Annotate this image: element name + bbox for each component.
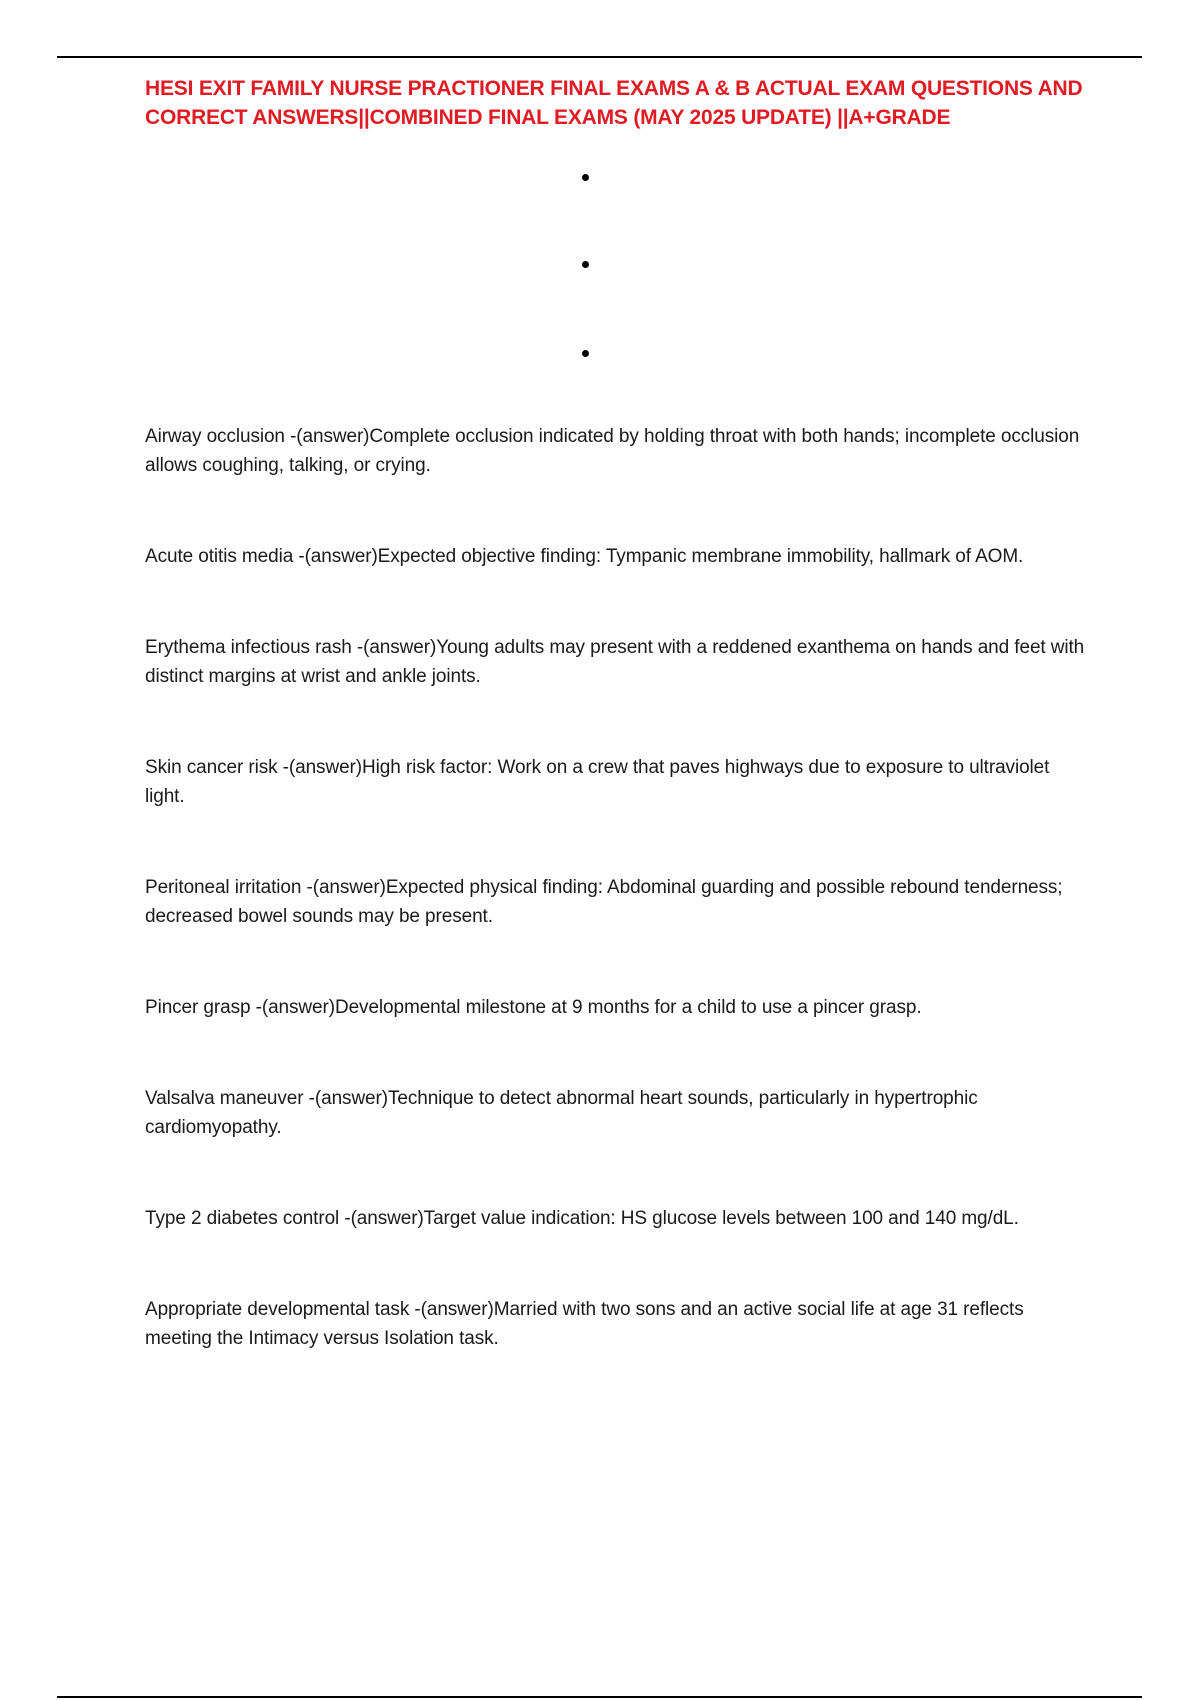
- qa-item-valsalva-maneuver: Valsalva maneuver -(answer)Technique to detect abnormal heart sounds, particularly in hypertrophic cardiomyopathy.: [145, 1088, 978, 1138]
- qa-item-skin-cancer-risk: Skin cancer risk -(answer)High risk factor: Work on a crew that paves highways due to exposure to ultraviolet light.: [145, 757, 1050, 807]
- bullet-dot: [582, 174, 589, 181]
- qa-item-erythema-infectious-rash: Erythema infectious rash -(answer)Young adults may present with a reddened exanthema on hands and feet with distinct margins at wrist and ankle joints.: [145, 637, 1085, 687]
- qa-item-pincer-grasp: Pincer grasp -(answer)Developmental milestone at 9 months for a child to use a pincer grasp.: [145, 997, 922, 1018]
- qa-item-airway-occlusion: Airway occlusion -(answer)Complete occlusion indicated by holding throat with both hands; incomplete occlusion allows coughing, talking, or crying.: [145, 426, 1080, 476]
- question-answer-list: [145, 422, 1090, 1353]
- qa-item-developmental-task: Appropriate developmental task -(answer)Married with two sons and an active social life at age 31 reflects meeting the Intimacy versus Isolation task.: [145, 1299, 1024, 1349]
- bullet-dot: [582, 350, 589, 357]
- qa-item-peritoneal-irritation: Peritoneal irritation -(answer)Expected physical finding: Abdominal guarding and possible rebound tenderness; decreased bowel sounds may be present.: [145, 877, 1063, 927]
- document-title: HESI EXIT FAMILY NURSE PRACTIONER FINAL EXAMS A & B ACTUAL EXAM QUESTIONS AND CORRECT ANSWERS||COMBINED FINAL EXAMS (MAY 2025 UPDATE) ||A+GRADE: [145, 77, 1083, 129]
- qa-item-type-2-diabetes-control: Type 2 diabetes control -(answer)Target value indication: HS glucose levels between 100 and 140 mg/dL.: [145, 1208, 1019, 1229]
- qa-item-acute-otitis-media: Acute otitis media -(answer)Expected objective finding: Tympanic membrane immobility, hallmark of AOM.: [145, 546, 1024, 567]
- bullet-dot: [582, 261, 589, 268]
- header-rule: [57, 56, 1142, 58]
- footer-rule: [57, 1696, 1142, 1698]
